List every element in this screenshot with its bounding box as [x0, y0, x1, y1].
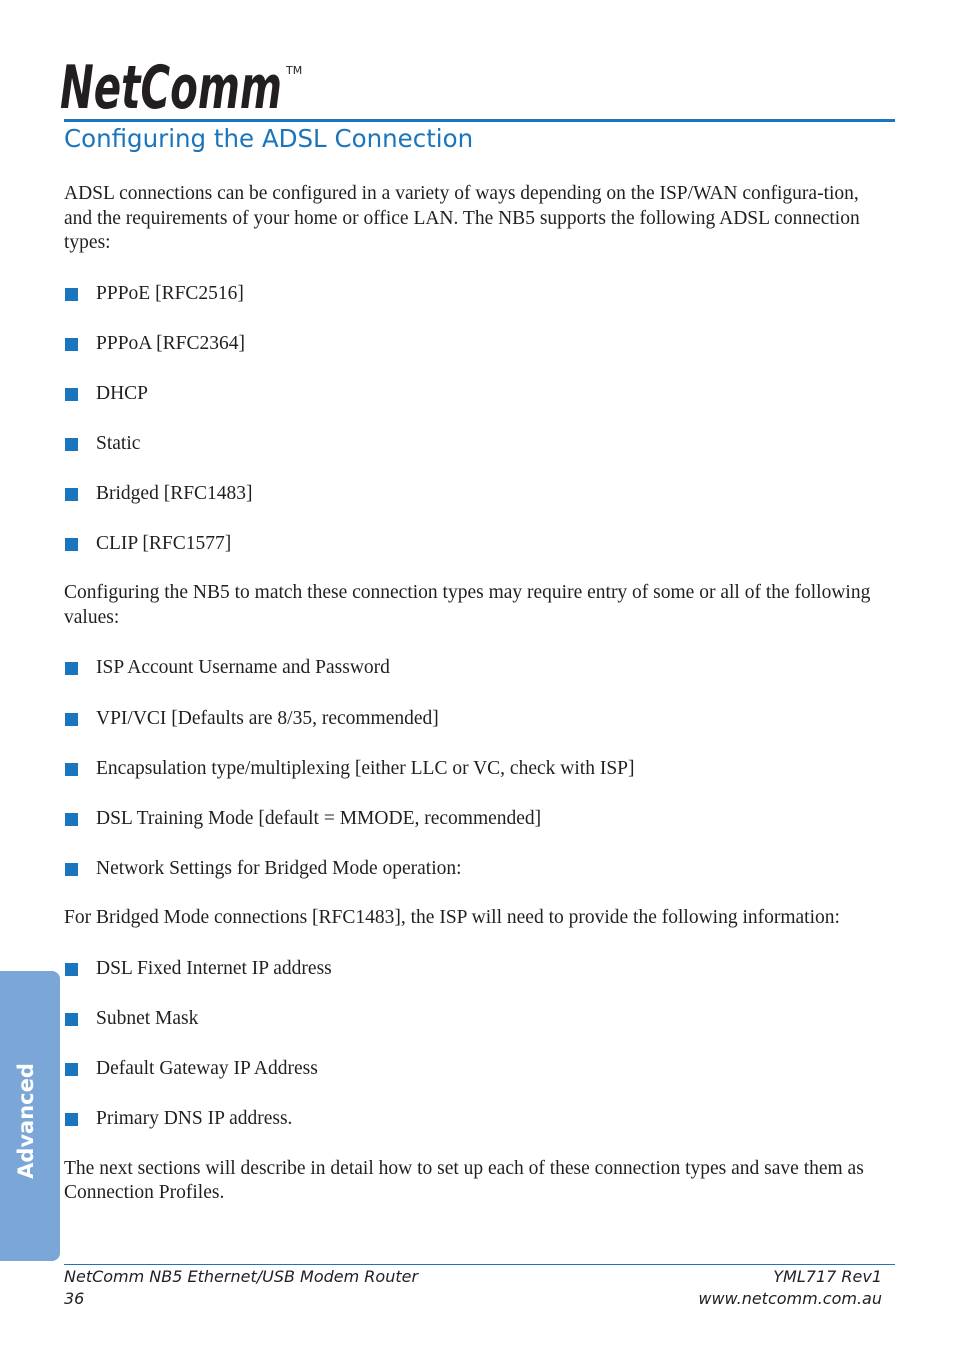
footer-rule [64, 1264, 895, 1265]
list-item [64, 382, 889, 407]
bullet-square-icon [65, 488, 78, 501]
footer-product: NetComm NB5 Ethernet/USB Modem Router [64, 1267, 419, 1286]
list-item-text: Bridged [RFC1483] [96, 482, 253, 504]
bullet-square-icon [65, 288, 78, 301]
intro-paragraph: ADSL connections can be configured in a variety of ways depending on the ISP/WAN configura-tion, and the requirements of your home or office LAN. The NB5 supports the following ADSL connection types: [64, 183, 860, 253]
logo-wordmark: NetComm [60, 53, 282, 114]
list-item-text: PPPoE [RFC2516] [96, 282, 244, 304]
list-item [64, 432, 889, 457]
bullet-square-icon [65, 713, 78, 726]
list-item [64, 482, 889, 507]
list-item [64, 957, 889, 982]
list-item [64, 282, 889, 307]
footer-page-number: 36 [64, 1289, 85, 1308]
values-intro-paragraph: Configuring the NB5 to match these connection types may require entry of some or all of the following values: [64, 582, 871, 628]
netcomm-logo [60, 52, 310, 114]
bullet-square-icon [65, 1063, 78, 1076]
bullet-square-icon [65, 813, 78, 826]
values-list [64, 656, 889, 881]
list-item [64, 332, 889, 357]
bullet-square-icon [65, 763, 78, 776]
footer-website: www.netcomm.com.au [698, 1289, 882, 1308]
list-item [64, 857, 889, 882]
footer-doc-id: YML717 Rev1 [773, 1267, 882, 1286]
main-content [64, 182, 889, 1206]
bridged-intro-paragraph: For Bridged Mode connections [RFC1483], the ISP will need to provide the following information: [64, 907, 840, 929]
list-item-text: DSL Fixed Internet IP address [96, 957, 332, 979]
closing-paragraph: The next sections will describe in detail how to set up each of these connection types and save them as Connection Profiles. [64, 1157, 864, 1204]
bullet-square-icon [65, 438, 78, 451]
list-item [64, 707, 889, 732]
bullet-square-icon [65, 963, 78, 976]
bullet-square-icon [65, 338, 78, 351]
list-item [64, 1007, 889, 1032]
bridged-info-list [64, 957, 889, 1132]
bullet-square-icon [65, 388, 78, 401]
list-item-text: VPI/VCI [Defaults are 8/35, recommended] [96, 707, 439, 729]
list-item-text: PPPoA [RFC2364] [96, 332, 246, 354]
logo-tm: TM [286, 64, 303, 77]
bullet-square-icon [65, 863, 78, 876]
list-item-text: ISP Account Username and Password [96, 657, 390, 679]
list-item-text: Subnet Mask [96, 1007, 199, 1029]
list-item [64, 807, 889, 832]
connection-types-list [64, 282, 889, 557]
list-item-text: DHCP [96, 382, 149, 404]
list-item-text: Default Gateway IP Address [96, 1058, 318, 1080]
list-item-text: Static [96, 432, 141, 454]
list-item [64, 532, 889, 557]
list-item [64, 1057, 889, 1082]
bullet-square-icon [65, 662, 78, 675]
list-item-text: Network Settings for Bridged Mode operation: [96, 857, 462, 879]
list-item-text: Primary DNS IP address. [96, 1108, 293, 1130]
bullet-square-icon [65, 1113, 78, 1126]
netcomm-logo-graphic [60, 52, 310, 114]
side-tab-label: Advanced [14, 1063, 38, 1179]
list-item [64, 1107, 889, 1132]
list-item [64, 656, 889, 681]
list-item-text: Encapsulation type/multiplexing [either LLC or VC, check with ISP] [96, 757, 635, 779]
list-item-text: DSL Training Mode [default = MMODE, recommended] [96, 807, 542, 829]
bullet-square-icon [65, 538, 78, 551]
list-item [64, 757, 889, 782]
bullet-square-icon [65, 1013, 78, 1026]
list-item-text: CLIP [RFC1577] [96, 532, 232, 554]
header-rule [64, 119, 895, 122]
page-title: Configuring the ADSL Connection [64, 124, 474, 153]
